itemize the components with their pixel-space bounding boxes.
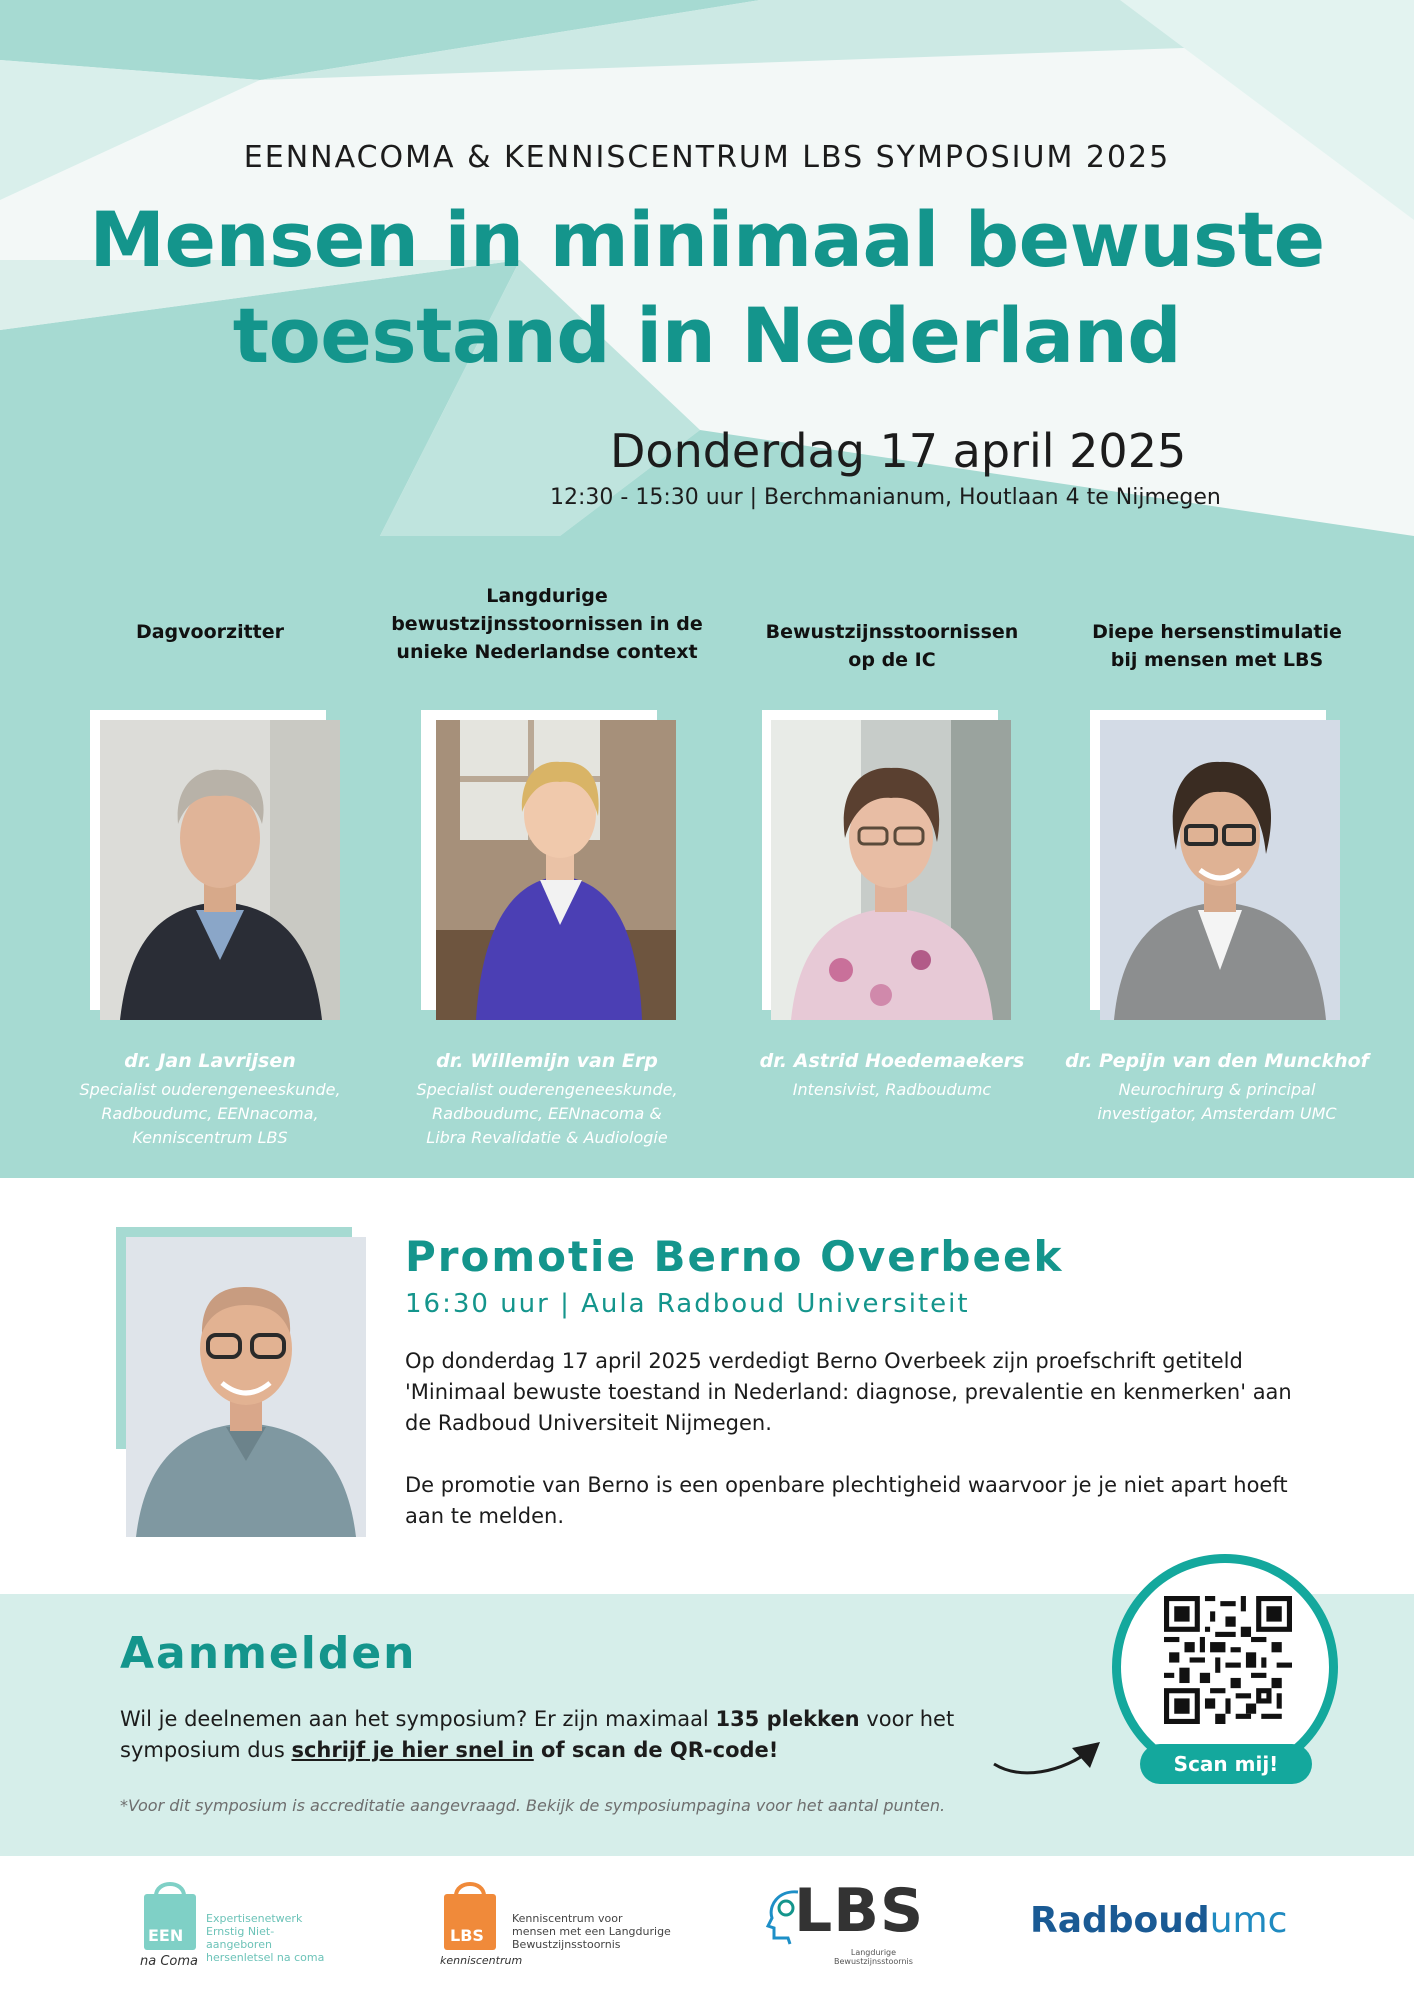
registration-text-part: Wil je deelnemen aan het symposium? Er zijn maximaal [120, 1707, 716, 1731]
speaker-role [727, 1078, 1057, 1102]
registration-text-part: voor het symposium dus [120, 1707, 955, 1762]
promotion-body [405, 1346, 1305, 1563]
speaker-topic [727, 618, 1057, 674]
promo-photo [126, 1237, 366, 1537]
speaker-name: dr. Jan Lavrijsen [124, 1050, 296, 1072]
speaker-role-line: Radboudumc, EENnacoma & [432, 1104, 662, 1123]
speaker-name: dr. Willemijn van Erp [436, 1050, 658, 1072]
speaker-name: dr. Pepijn van den Munckhof [1065, 1050, 1369, 1072]
radboudumc-logo-suffix: umc [1209, 1900, 1288, 1941]
kenniscentrum-lbs-logo [440, 1876, 680, 1976]
kenniscentrum-lbs-text [512, 1912, 671, 1951]
lbs-logo [764, 1876, 944, 1976]
speaker-card [45, 536, 375, 1178]
speaker-role-line: Radboudumc, EENnacoma, [101, 1104, 319, 1123]
eennacoma-logo [140, 1876, 340, 1976]
lbs-logo-subtitle [834, 1948, 913, 1966]
eennacoma-mark: EEN [148, 1926, 184, 1945]
registration-text [120, 1704, 1080, 1766]
promotion-subtitle: 16:30 uur | Aula Radboud Universiteit [405, 1289, 970, 1319]
speaker-photo [436, 720, 676, 1020]
speaker-role-line: Libra Revalidatie & Audiologie [426, 1128, 668, 1147]
speaker-card [727, 536, 1057, 1178]
speaker-topic-line: unieke Nederlandse context [396, 641, 698, 663]
registration-capacity: 135 plekken [715, 1707, 860, 1731]
speaker-topic [45, 618, 375, 646]
scan-me-badge: Scan mij! [1140, 1744, 1312, 1784]
lbs-logo-subtitle-line: Bewustzijnsstoornis [834, 1957, 913, 1966]
eennacoma-script: na Coma [140, 1954, 198, 1969]
speaker-role-line: Intensivist, Radboudumc [792, 1080, 992, 1099]
lbs-logo-wordmark: LBS [794, 1876, 925, 1946]
footer-logos [0, 1856, 1414, 2000]
speaker-card [1052, 536, 1382, 1178]
accreditation-note: *Voor dit symposium is accreditatie aangevraagd. Bekijk de symposiumpagina voor het aantal punten. [120, 1796, 946, 1815]
eennacoma-text-line: Ernstig Niet-aangeboren [206, 1925, 275, 1951]
eennacoma-text-line: Expertisenetwerk [206, 1912, 303, 1925]
speaker-role [45, 1078, 375, 1150]
promotion-paragraph: Op donderdag 17 april 2025 verdedigt Berno Overbeek zijn proefschrift getiteld 'Minimaal bewuste toestand in Nederland: diagnose, prevalentie en kenmerken' aan de Radboud Universiteit Nijmegen. [405, 1349, 1292, 1435]
promotion-title: Promotie Berno Overbeek [405, 1232, 1064, 1281]
page-title [20, 192, 1394, 384]
speaker-role-line: investigator, Amsterdam UMC [1097, 1104, 1337, 1123]
title-line-2: toestand in Nederland [232, 291, 1182, 380]
speaker-topic-line: Dagvoorzitter [135, 621, 285, 643]
speaker-photo [1100, 720, 1340, 1020]
registration-title: Aanmelden [120, 1628, 417, 1679]
speaker-topic-line: Langdurige [486, 585, 608, 607]
registration-link[interactable]: schrijf je hier snel in [291, 1738, 534, 1762]
speaker-role-line: Kenniscentrum LBS [132, 1128, 288, 1147]
eennacoma-text-line: hersenletsel na coma [206, 1951, 325, 1964]
kenniscentrum-lbs-text-line: Bewustzijnsstoornis [512, 1938, 621, 1951]
speaker-topic-line: op de IC [848, 649, 936, 671]
arrow-icon [990, 1734, 1110, 1784]
event-venue: 12:30 - 15:30 uur | Berchmanianum, Houtlaan 4 te Nijmegen [550, 485, 1221, 510]
speakers-section [0, 536, 1414, 1178]
kenniscentrum-lbs-text-line: mensen met een Langdurige [512, 1925, 671, 1938]
radboudumc-logo [1030, 1900, 1287, 1941]
kenniscentrum-lbs-mark: LBS [450, 1926, 484, 1945]
speaker-topic [382, 582, 712, 666]
speaker-topic-line: bewustzijnsstoornissen in de [391, 613, 703, 635]
symposium-kicker: EENNACOMA & KENNISCENTRUM LBS SYMPOSIUM 2025 [243, 140, 1171, 175]
speaker-role [1052, 1078, 1382, 1126]
speaker-role-line: Neurochirurg & principal [1118, 1080, 1316, 1099]
speaker-topic-line: Bewustzijnsstoornissen [765, 621, 1019, 643]
radboudumc-logo-main: Radboud [1030, 1900, 1210, 1941]
speaker-card [382, 536, 712, 1178]
kenniscentrum-lbs-script: kenniscentrum [440, 1954, 523, 1967]
speaker-topic-line: Diepe hersenstimulatie [1092, 621, 1342, 643]
qr-code[interactable] [1164, 1596, 1292, 1724]
registration-text-part: of scan de QR-code! [533, 1738, 779, 1762]
speaker-role-line: Specialist ouderengeneeskunde, [79, 1080, 341, 1099]
promotion-paragraph: De promotie van Berno is een openbare plechtigheid waarvoor je je niet apart hoeft aan te melden. [405, 1473, 1288, 1528]
speaker-role [382, 1078, 712, 1150]
speaker-photo [771, 720, 1011, 1020]
title-line-1: Mensen in minimaal bewuste [89, 195, 1325, 284]
speaker-topic-line: bij mensen met LBS [1110, 649, 1324, 671]
speaker-role-line: Specialist ouderengeneeskunde, [416, 1080, 678, 1099]
speaker-name: dr. Astrid Hoedemaekers [759, 1050, 1025, 1072]
kenniscentrum-lbs-text-line: Kenniscentrum voor [512, 1912, 623, 1925]
speaker-photo [100, 720, 340, 1020]
speaker-topic [1052, 618, 1382, 674]
event-date: Donderdag 17 april 2025 [610, 424, 1187, 478]
eennacoma-text [206, 1912, 340, 1964]
lbs-logo-subtitle-line: Langdurige [850, 1948, 897, 1957]
